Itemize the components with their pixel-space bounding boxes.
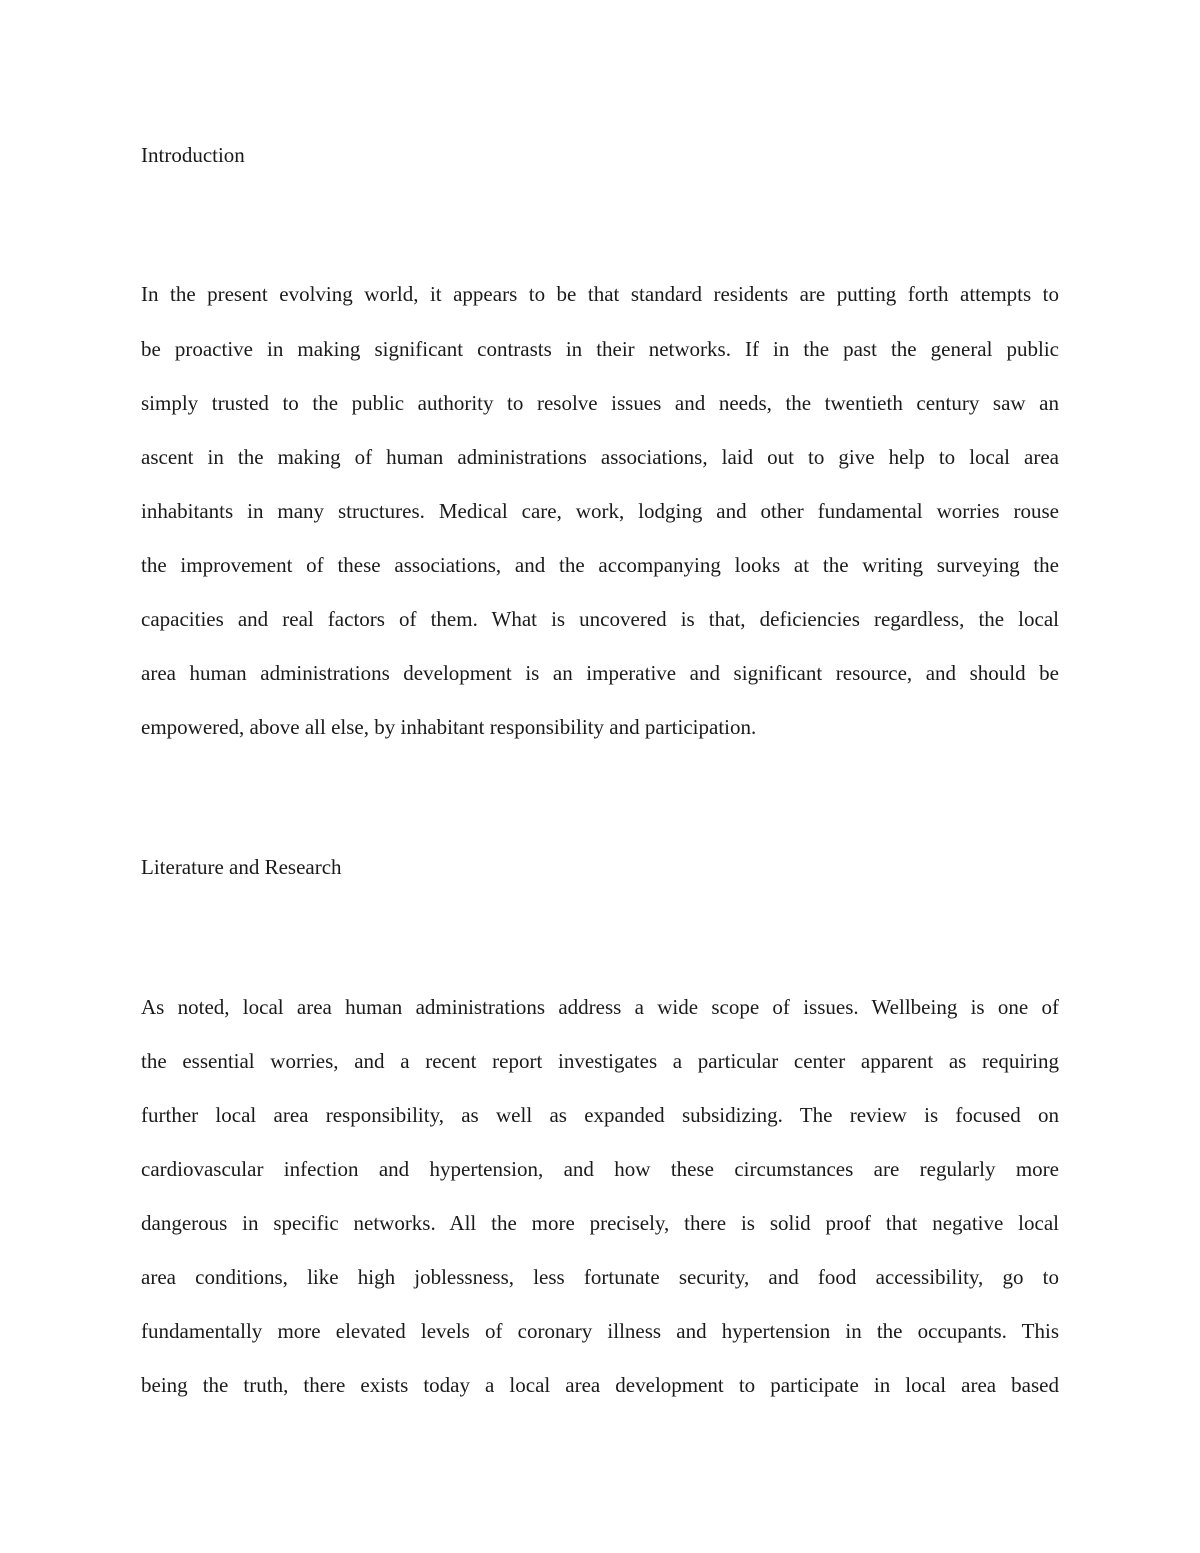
paragraph-line: cardiovascular infection and hypertension, and how these circumstances are regularly more (141, 1157, 1059, 1181)
paragraph-line: As noted, local area human administrations address a wide scope of issues. Wellbeing is one of (141, 995, 1059, 1019)
paragraph-line: In the present evolving world, it appears to be that standard residents are putting forth attempts to (141, 282, 1059, 306)
paragraph-line: capacities and real factors of them. What is uncovered is that, deficiencies regardless, the local (141, 607, 1059, 631)
paragraph-line: further local area responsibility, as well as expanded subsidizing. The review is focused on (141, 1103, 1059, 1127)
section-heading-literature-and-research: Literature and Research (141, 855, 342, 879)
paragraph-line: being the truth, there exists today a local area development to participate in local area based (141, 1373, 1059, 1397)
paragraph-line: dangerous in specific networks. All the more precisely, there is solid proof that negative local (141, 1211, 1059, 1235)
paragraph-line: simply trusted to the public authority to resolve issues and needs, the twentieth century saw an (141, 391, 1059, 415)
paragraph-line: the improvement of these associations, and the accompanying looks at the writing surveying the (141, 553, 1059, 577)
section-heading-introduction: Introduction (141, 143, 245, 167)
paragraph-line: be proactive in making significant contrasts in their networks. If in the past the general public (141, 337, 1059, 361)
paragraph-line: area human administrations development is an imperative and significant resource, and should be (141, 661, 1059, 685)
paragraph-line: empowered, above all else, by inhabitant responsibility and participation. (141, 715, 757, 739)
paragraph-line: ascent in the making of human administrations associations, laid out to give help to local area (141, 445, 1059, 469)
paragraph-line: inhabitants in many structures. Medical care, work, lodging and other fundamental worries rouse (141, 499, 1059, 523)
paragraph-line: fundamentally more elevated levels of coronary illness and hypertension in the occupants. This (141, 1319, 1059, 1343)
paragraph-line: area conditions, like high joblessness, less fortunate security, and food accessibility, go to (141, 1265, 1059, 1289)
paragraph-line: the essential worries, and a recent report investigates a particular center apparent as requiring (141, 1049, 1059, 1073)
